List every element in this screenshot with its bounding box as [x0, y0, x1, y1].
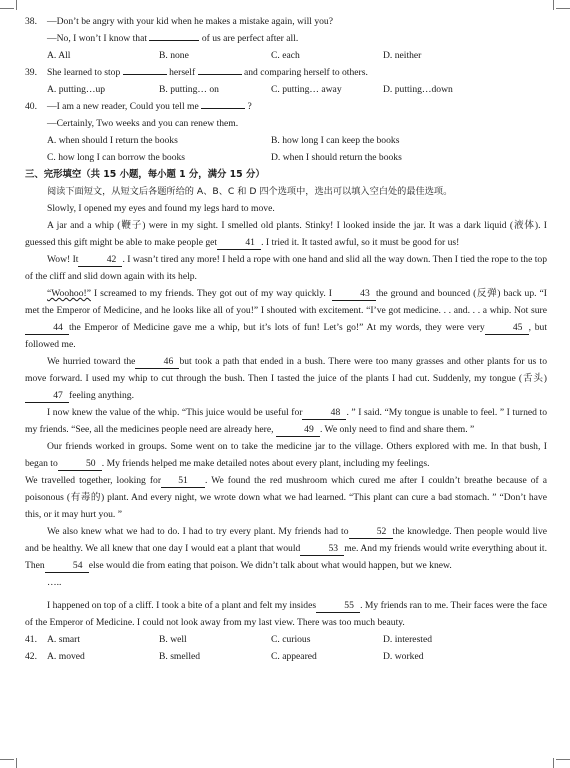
blank-51: 51 — [161, 474, 205, 488]
passage-paragraph-7: Our friends worked in groups. Some went on to take the medicine jar to the village. Others explored with me. In that bush, I began to 50 . My friends helped me make detailed notes about every plant, including my feelings. — [25, 441, 547, 469]
answer-blank — [201, 108, 245, 109]
option-c: C. how long I can borrow the books — [47, 152, 186, 163]
question-38-reply — [25, 30, 547, 47]
question-40-options-ab — [25, 132, 547, 149]
blank-47: 47 — [25, 389, 69, 403]
question-number: 38. — [25, 16, 37, 27]
passage-paragraph-10: I happened on top of a cliff. I took a bite of a plant and felt my insides 55 . My friends ran to me. Their faces were the face of the Emperor of Medicine. I could not look away from my last view. There was too much beauty. — [25, 600, 547, 628]
question-41-options — [47, 631, 495, 648]
question-number: 42. — [25, 651, 37, 662]
option-a: A. smart — [47, 634, 81, 645]
question-number: 41. — [25, 634, 37, 645]
option-c: C. each — [271, 50, 300, 61]
answer-blank — [149, 40, 199, 41]
blank-54: 54 — [45, 559, 89, 573]
crop-mark-bottom-left-v — [16, 758, 17, 768]
question-stem: She learned to stop herself and comparing herself to others. — [47, 67, 368, 78]
answer-blank — [198, 74, 242, 75]
option-a: A. moved — [47, 651, 85, 662]
passage-paragraph-4: “Woohoo!” I screamed to my friends. They got out of my way quickly. I 43 the ground and bounced (反弹) back up. “I met the Emperor of Medicine, and he looks like all of you!” I shouted with excitement. “I’ve got medicine. . . and. . . a whip. Not sure44 the Emperor of Medicine gave me a whip, but it’s lots of fun! Let’s go!” At my words, they were very 45 , but followed me. — [25, 288, 547, 350]
question-42-options — [47, 648, 495, 665]
exam-page — [25, 13, 547, 665]
answer-blank — [123, 74, 167, 75]
crop-mark-bottom-left-h — [0, 759, 14, 760]
blank-49: 49 — [276, 423, 320, 437]
section-title: 三、完形填空（共 15 小题，每小题 1 分，满分 15 分） — [25, 169, 265, 180]
option-b: B. well — [159, 634, 187, 645]
question-40 — [25, 98, 547, 115]
option-a: A. All — [47, 50, 71, 61]
section-instruction: 阅读下面短文，从短文后各题所给的 A、B、C 和 D 四个选项中，选出可以填入空白处的最佳选项。 — [47, 186, 453, 197]
crop-mark-top-left-v — [16, 0, 17, 10]
question-38 — [25, 13, 547, 30]
option-c: C. putting… away — [271, 84, 342, 95]
question-40-options-cd — [25, 149, 547, 166]
question-42 — [25, 648, 547, 665]
crop-mark-top-right-v — [553, 0, 554, 10]
option-d: D. when I should return the books — [271, 152, 402, 163]
option-b: B. smelled — [159, 651, 201, 662]
crop-mark-bottom-right-v — [553, 758, 554, 768]
blank-46: 46 — [135, 355, 179, 369]
blank-52: 52 — [349, 525, 393, 539]
passage-paragraph-2: A jar and a whip (鞭子) were in my sight. I smelled old plants. Stinky! I looked inside the jar. It was a dark liquid (液体). I guessed this gift might be able to make people get 41 . I tried it. It tasted awful, so it must be good for us! — [25, 220, 547, 248]
blank-44: 44 — [25, 321, 69, 335]
question-number: 39. — [25, 67, 37, 78]
option-d: D. interested — [383, 634, 433, 645]
passage-paragraph-3: Wow! It 42 . I wasn’t tired any more! I held a rope with one hand and slid all the way down. Then I tied the rope to the top of the cliff and slid down again with its help. — [25, 254, 548, 282]
crop-mark-top-left-h — [0, 8, 14, 9]
passage-paragraph-1: Slowly, I opened my eyes and found my legs hard to move. — [47, 203, 275, 214]
option-b: B. how long I can keep the books — [271, 135, 400, 146]
blank-50: 50 — [58, 457, 102, 471]
blank-43: 43 — [332, 287, 376, 301]
question-41 — [25, 631, 547, 648]
passage-paragraph-8: We travelled together, looking for 51 . We found the red mushroom which cured me after I couldn’t breathe because of a poisonous (有毒的) plant. And every night, we wrote down what we had learned. “This plant can cure a bad stomach. ” “Don’t have this, or it may hurt you. ” — [25, 475, 547, 520]
question-stem: —Don’t be angry with your kid when he makes a mistake again, will you? — [47, 16, 333, 27]
option-a: A. when should I return the books — [47, 135, 178, 146]
option-b: B. putting… on — [159, 84, 219, 95]
question-40-reply: —Certainly, Two weeks and you can renew them. — [47, 118, 239, 129]
passage-paragraph-9: We also knew what we had to do. I had to try every plant. My friends had to 52 the knowledge. Then people would live and be healthy. We all knew that one day I would eat a plant that would 53 me. And my friends would write everything about it. Then 54 else would die from eating that poison. We didn’t talk about what would happen, but we knew. — [25, 526, 548, 571]
crop-mark-bottom-right-h — [556, 759, 570, 760]
blank-48: 48 — [302, 406, 346, 420]
blank-55: 55 — [316, 599, 360, 613]
option-d: D. putting…down — [383, 84, 453, 95]
question-stem: —I am a new reader, Could you tell me ? — [47, 101, 252, 112]
reply-text: of us are perfect after all. — [199, 33, 299, 44]
option-a: A. putting…up — [47, 84, 106, 95]
passage-paragraph-6: I now knew the value of the whip. “This juice would be useful for 48 . ” I said. “My tongue is unable to feel. ” I turned to my friends. “See, all the medicines people need are already here, 49 . We only need to find and share them. ” — [25, 407, 547, 435]
option-b: B. none — [159, 50, 189, 61]
ellipsis: ….. — [47, 577, 62, 588]
reply-text: —No, I won’t I know that — [47, 33, 150, 44]
question-39-options — [25, 81, 547, 98]
blank-42: 42 — [78, 253, 122, 267]
blank-41: 41 — [217, 236, 261, 250]
crop-mark-top-right-h — [556, 8, 570, 9]
question-38-options — [25, 47, 547, 64]
option-c: C. appeared — [271, 651, 317, 662]
question-39 — [25, 64, 547, 81]
option-d: D. neither — [383, 50, 422, 61]
passage-paragraph-5: We hurried toward the 46 but took a path that ended in a bush. There were too many grasses and other plants for us to move forward. I used my whip to cut through the bush. Then I tasted the juice of the plants I had cut. Suddenly, my tongue (舌头)47 feeling anything. — [25, 356, 547, 401]
blank-53: 53 — [300, 542, 344, 556]
option-d: D. worked — [383, 651, 424, 662]
blank-45: 45 — [485, 321, 529, 335]
exclamation-text: “Woohoo!” — [47, 288, 91, 299]
option-c: C. curious — [271, 634, 311, 645]
question-number: 40. — [25, 101, 37, 112]
